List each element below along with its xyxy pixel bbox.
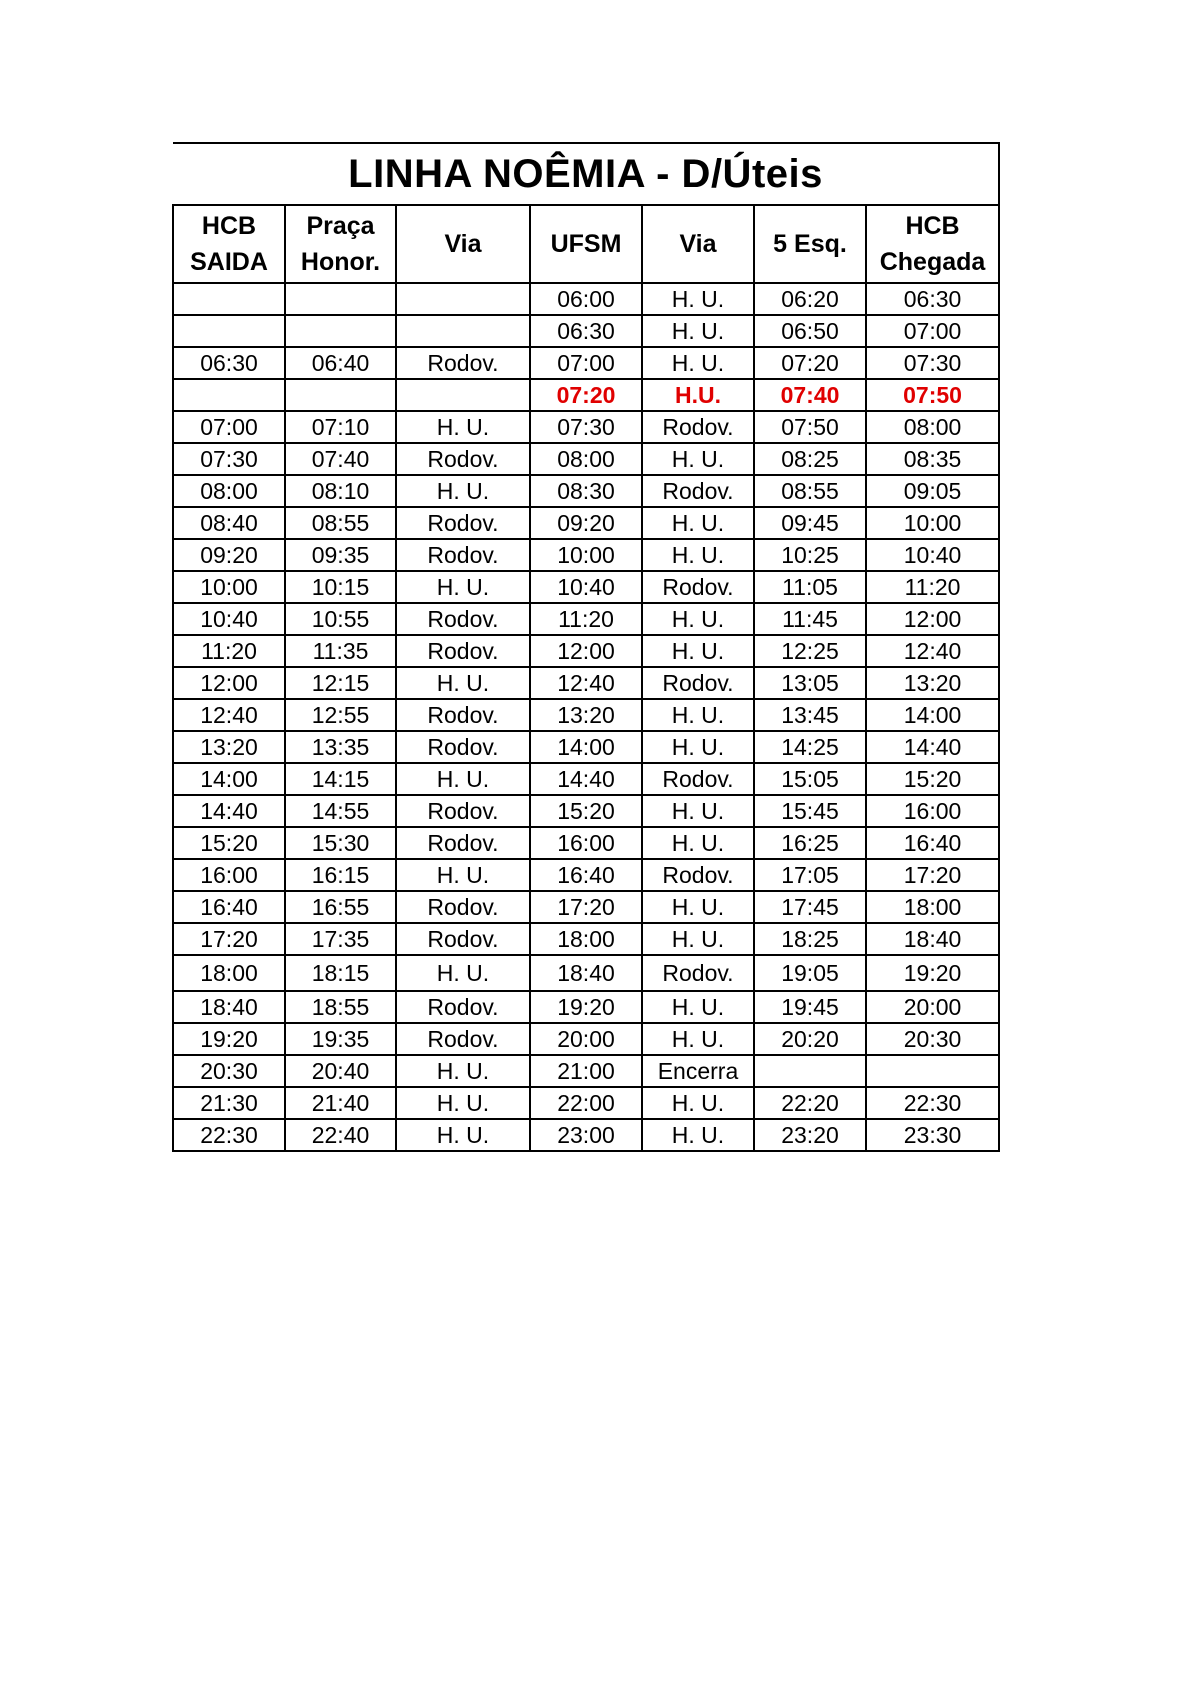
table-cell: 10:00: [530, 539, 642, 571]
table-cell: 14:40: [530, 763, 642, 795]
table-cell: Rodov.: [642, 475, 754, 507]
table-cell: 13:20: [530, 699, 642, 731]
table-cell: H. U.: [642, 603, 754, 635]
table-cell: Rodov.: [396, 603, 530, 635]
table-cell: 12:00: [866, 603, 999, 635]
table-row: [173, 795, 999, 827]
table-cell: 09:35: [285, 539, 396, 571]
table-cell: Rodov.: [396, 923, 530, 955]
table-cell: Rodov.: [396, 635, 530, 667]
table-cell: 12:40: [530, 667, 642, 699]
column-header-line: 5 Esq.: [773, 230, 847, 258]
table-row: [173, 347, 999, 379]
table-row: [173, 891, 999, 923]
table-cell: 16:00: [173, 859, 285, 891]
table-cell: H.U.: [642, 379, 754, 411]
table-cell: H. U.: [642, 1119, 754, 1151]
table-cell: 17:45: [754, 891, 866, 923]
table-cell: 18:55: [285, 991, 396, 1023]
table-cell: H. U.: [642, 507, 754, 539]
table-row: [173, 763, 999, 795]
table-cell: 07:30: [173, 443, 285, 475]
table-cell: Rodov.: [396, 699, 530, 731]
column-header-line: Via: [679, 230, 717, 258]
table-cell: [285, 283, 396, 315]
table-cell: 22:20: [754, 1087, 866, 1119]
table-cell: 11:20: [530, 603, 642, 635]
table-row: [173, 603, 999, 635]
table-cell: H. U.: [396, 571, 530, 603]
table-cell: Rodov.: [642, 411, 754, 443]
table-cell: Rodov.: [396, 1023, 530, 1055]
column-header: [754, 205, 866, 283]
table-cell: 20:00: [866, 991, 999, 1023]
table-cell: 18:40: [530, 955, 642, 991]
table-cell: 15:30: [285, 827, 396, 859]
table-cell: 12:00: [173, 667, 285, 699]
table-row: [173, 475, 999, 507]
column-header-line: HCB: [905, 212, 960, 240]
table-row: [173, 991, 999, 1023]
table-cell: 19:45: [754, 991, 866, 1023]
header-row: [173, 205, 999, 283]
table-cell: 22:40: [285, 1119, 396, 1151]
title-row: [173, 143, 999, 205]
table-row: [173, 859, 999, 891]
table-cell: 09:20: [173, 539, 285, 571]
table-cell: H. U.: [642, 891, 754, 923]
table-cell: 07:00: [866, 315, 999, 347]
table-cell: 16:25: [754, 827, 866, 859]
table-cell: 14:00: [866, 699, 999, 731]
column-header: [530, 205, 642, 283]
table-cell: 07:00: [173, 411, 285, 443]
table-row: [173, 1087, 999, 1119]
table-cell: 10:00: [173, 571, 285, 603]
table-cell: 07:00: [530, 347, 642, 379]
table-cell: 08:55: [285, 507, 396, 539]
table-cell: 08:25: [754, 443, 866, 475]
table-cell: 23:20: [754, 1119, 866, 1151]
table-cell: [396, 379, 530, 411]
table-cell: 09:20: [530, 507, 642, 539]
table-cell: 13:35: [285, 731, 396, 763]
table-cell: 06:30: [530, 315, 642, 347]
table-cell: 10:40: [173, 603, 285, 635]
table-row: [173, 1023, 999, 1055]
table-cell: 19:35: [285, 1023, 396, 1055]
table-cell: 07:20: [530, 379, 642, 411]
table-cell: H. U.: [396, 955, 530, 991]
table-cell: 16:40: [866, 827, 999, 859]
table-cell: 14:00: [173, 763, 285, 795]
table-cell: Rodov.: [396, 991, 530, 1023]
table-cell: 07:50: [754, 411, 866, 443]
table-cell: 17:05: [754, 859, 866, 891]
table-cell: H. U.: [642, 315, 754, 347]
table-cell: 08:40: [173, 507, 285, 539]
column-header: [173, 205, 285, 283]
table-row: [173, 1055, 999, 1087]
table-cell: H. U.: [642, 827, 754, 859]
table-cell: 14:40: [173, 795, 285, 827]
table-cell: 23:30: [866, 1119, 999, 1151]
table-cell: 12:55: [285, 699, 396, 731]
table-cell: 08:30: [530, 475, 642, 507]
column-header-line: UFSM: [550, 230, 622, 258]
table-cell: 15:20: [173, 827, 285, 859]
table-cell: 23:00: [530, 1119, 642, 1151]
table-row: [173, 635, 999, 667]
table-cell: 13:05: [754, 667, 866, 699]
table-cell: H. U.: [396, 411, 530, 443]
table-cell: 20:40: [285, 1055, 396, 1087]
table-cell: 10:00: [866, 507, 999, 539]
table-cell: [173, 315, 285, 347]
table-row: [173, 571, 999, 603]
table-cell: 18:00: [866, 891, 999, 923]
table-cell: 18:40: [173, 991, 285, 1023]
table-cell: H. U.: [642, 539, 754, 571]
table-cell: 21:00: [530, 1055, 642, 1087]
table-cell: 15:45: [754, 795, 866, 827]
table-cell: 14:40: [866, 731, 999, 763]
table-cell: H. U.: [396, 763, 530, 795]
table-cell: 08:55: [754, 475, 866, 507]
column-header-line: Chegada: [879, 248, 986, 276]
table-cell: 08:00: [866, 411, 999, 443]
table-cell: 18:25: [754, 923, 866, 955]
table-cell: H. U.: [642, 1023, 754, 1055]
table-cell: 07:40: [754, 379, 866, 411]
table-row: [173, 443, 999, 475]
table-cell: H. U.: [642, 923, 754, 955]
table-cell: 10:40: [866, 539, 999, 571]
table-cell: Encerra: [642, 1055, 754, 1087]
column-header: [285, 205, 396, 283]
table-cell: H. U.: [396, 859, 530, 891]
table-cell: 18:15: [285, 955, 396, 991]
table-cell: H. U.: [642, 731, 754, 763]
table-cell: 09:05: [866, 475, 999, 507]
table-cell: [285, 379, 396, 411]
table-cell: 07:50: [866, 379, 999, 411]
table-cell: 08:00: [173, 475, 285, 507]
table-cell: 15:05: [754, 763, 866, 795]
table-cell: Rodov.: [642, 667, 754, 699]
table-cell: 06:20: [754, 283, 866, 315]
table-cell: 11:20: [866, 571, 999, 603]
table-cell: 22:00: [530, 1087, 642, 1119]
table-row: [173, 731, 999, 763]
table-cell: 21:30: [173, 1087, 285, 1119]
table-row: [173, 827, 999, 859]
table-cell: 06:50: [754, 315, 866, 347]
table-cell: 19:20: [173, 1023, 285, 1055]
table-cell: 19:20: [530, 991, 642, 1023]
table-cell: 09:45: [754, 507, 866, 539]
table-cell: 18:00: [530, 923, 642, 955]
table-cell: 22:30: [866, 1087, 999, 1119]
table-cell: [396, 315, 530, 347]
table-cell: 18:40: [866, 923, 999, 955]
table-cell: 12:00: [530, 635, 642, 667]
table-cell: 14:15: [285, 763, 396, 795]
table-cell: 13:20: [173, 731, 285, 763]
table-row: [173, 411, 999, 443]
table-cell: 17:20: [173, 923, 285, 955]
table-row-highlighted: [173, 379, 999, 411]
table-cell: Rodov.: [642, 763, 754, 795]
table-cell: 12:25: [754, 635, 866, 667]
table-cell: 13:45: [754, 699, 866, 731]
table-cell: 19:05: [754, 955, 866, 991]
table-cell: [173, 283, 285, 315]
table-row: [173, 699, 999, 731]
table-row: [173, 507, 999, 539]
schedule-table: [172, 142, 1000, 1152]
table-cell: H. U.: [396, 667, 530, 699]
table-cell: 20:20: [754, 1023, 866, 1055]
table-cell: 06:40: [285, 347, 396, 379]
table-cell: 10:40: [530, 571, 642, 603]
table-cell: Rodov.: [642, 859, 754, 891]
table-cell: 10:55: [285, 603, 396, 635]
table-cell: 08:10: [285, 475, 396, 507]
table-cell: 10:15: [285, 571, 396, 603]
table-cell: 08:35: [866, 443, 999, 475]
table-row: [173, 539, 999, 571]
table-cell: 12:40: [173, 699, 285, 731]
table-cell: 19:20: [866, 955, 999, 991]
table-cell: 07:30: [530, 411, 642, 443]
table-cell: 06:30: [866, 283, 999, 315]
table-cell: Rodov.: [396, 347, 530, 379]
table-cell: 20:30: [866, 1023, 999, 1055]
schedule-title: LINHA NOÊMIA - D/Úteis: [173, 143, 999, 205]
table-cell: Rodov.: [396, 443, 530, 475]
table-cell: H. U.: [642, 635, 754, 667]
table-cell: 14:00: [530, 731, 642, 763]
table-cell: 22:30: [173, 1119, 285, 1151]
table-cell: 15:20: [866, 763, 999, 795]
table-cell: 16:40: [173, 891, 285, 923]
table-cell: 08:00: [530, 443, 642, 475]
table-cell: 13:20: [866, 667, 999, 699]
column-header: [866, 205, 999, 283]
table-cell: 11:05: [754, 571, 866, 603]
table-cell: H. U.: [642, 699, 754, 731]
schedule-body: [173, 283, 999, 1151]
table-cell: Rodov.: [642, 571, 754, 603]
table-row: [173, 955, 999, 991]
table-cell: H. U.: [642, 283, 754, 315]
table-cell: 20:30: [173, 1055, 285, 1087]
table-cell: 11:20: [173, 635, 285, 667]
table-row: [173, 667, 999, 699]
table-cell: H. U.: [396, 475, 530, 507]
table-cell: Rodov.: [396, 731, 530, 763]
table-cell: Rodov.: [396, 795, 530, 827]
table-cell: 16:40: [530, 859, 642, 891]
table-cell: 07:30: [866, 347, 999, 379]
table-cell: H. U.: [396, 1055, 530, 1087]
table-cell: H. U.: [642, 795, 754, 827]
table-cell: 16:55: [285, 891, 396, 923]
table-cell: Rodov.: [396, 539, 530, 571]
table-cell: 12:15: [285, 667, 396, 699]
table-cell: 21:40: [285, 1087, 396, 1119]
table-row: [173, 1119, 999, 1151]
table-cell: 15:20: [530, 795, 642, 827]
table-cell: 12:40: [866, 635, 999, 667]
table-row: [173, 283, 999, 315]
table-cell: 16:00: [530, 827, 642, 859]
table-cell: 14:25: [754, 731, 866, 763]
table-cell: 16:00: [866, 795, 999, 827]
table-cell: 07:40: [285, 443, 396, 475]
column-header-line: Via: [444, 230, 482, 258]
column-header: [396, 205, 530, 283]
table-cell: 17:20: [530, 891, 642, 923]
table-cell: Rodov.: [396, 891, 530, 923]
table-cell: [866, 1055, 999, 1087]
table-cell: 16:15: [285, 859, 396, 891]
table-cell: H. U.: [642, 443, 754, 475]
table-cell: 06:00: [530, 283, 642, 315]
table-cell: H. U.: [396, 1087, 530, 1119]
table-cell: 10:25: [754, 539, 866, 571]
table-cell: Rodov.: [396, 507, 530, 539]
table-cell: H. U.: [642, 1087, 754, 1119]
table-cell: [173, 379, 285, 411]
table-cell: 07:10: [285, 411, 396, 443]
table-cell: Rodov.: [642, 955, 754, 991]
column-header-line: Praça: [306, 212, 375, 240]
column-header-line: SAIDA: [190, 248, 268, 276]
table-cell: H. U.: [642, 347, 754, 379]
table-cell: 17:20: [866, 859, 999, 891]
table-cell: 18:00: [173, 955, 285, 991]
table-cell: 20:00: [530, 1023, 642, 1055]
table-cell: 11:45: [754, 603, 866, 635]
table-cell: [285, 315, 396, 347]
table-cell: 11:35: [285, 635, 396, 667]
table-row: [173, 923, 999, 955]
table-cell: [754, 1055, 866, 1087]
table-cell: 07:20: [754, 347, 866, 379]
column-header-line: HCB: [201, 212, 257, 240]
column-header-line: Honor.: [300, 248, 381, 276]
table-cell: 17:35: [285, 923, 396, 955]
table-cell: H. U.: [396, 1119, 530, 1151]
column-header: [642, 205, 754, 283]
table-cell: 06:30: [173, 347, 285, 379]
table-cell: H. U.: [642, 991, 754, 1023]
table-row: [173, 315, 999, 347]
table-cell: [396, 283, 530, 315]
table-cell: Rodov.: [396, 827, 530, 859]
table-cell: 14:55: [285, 795, 396, 827]
